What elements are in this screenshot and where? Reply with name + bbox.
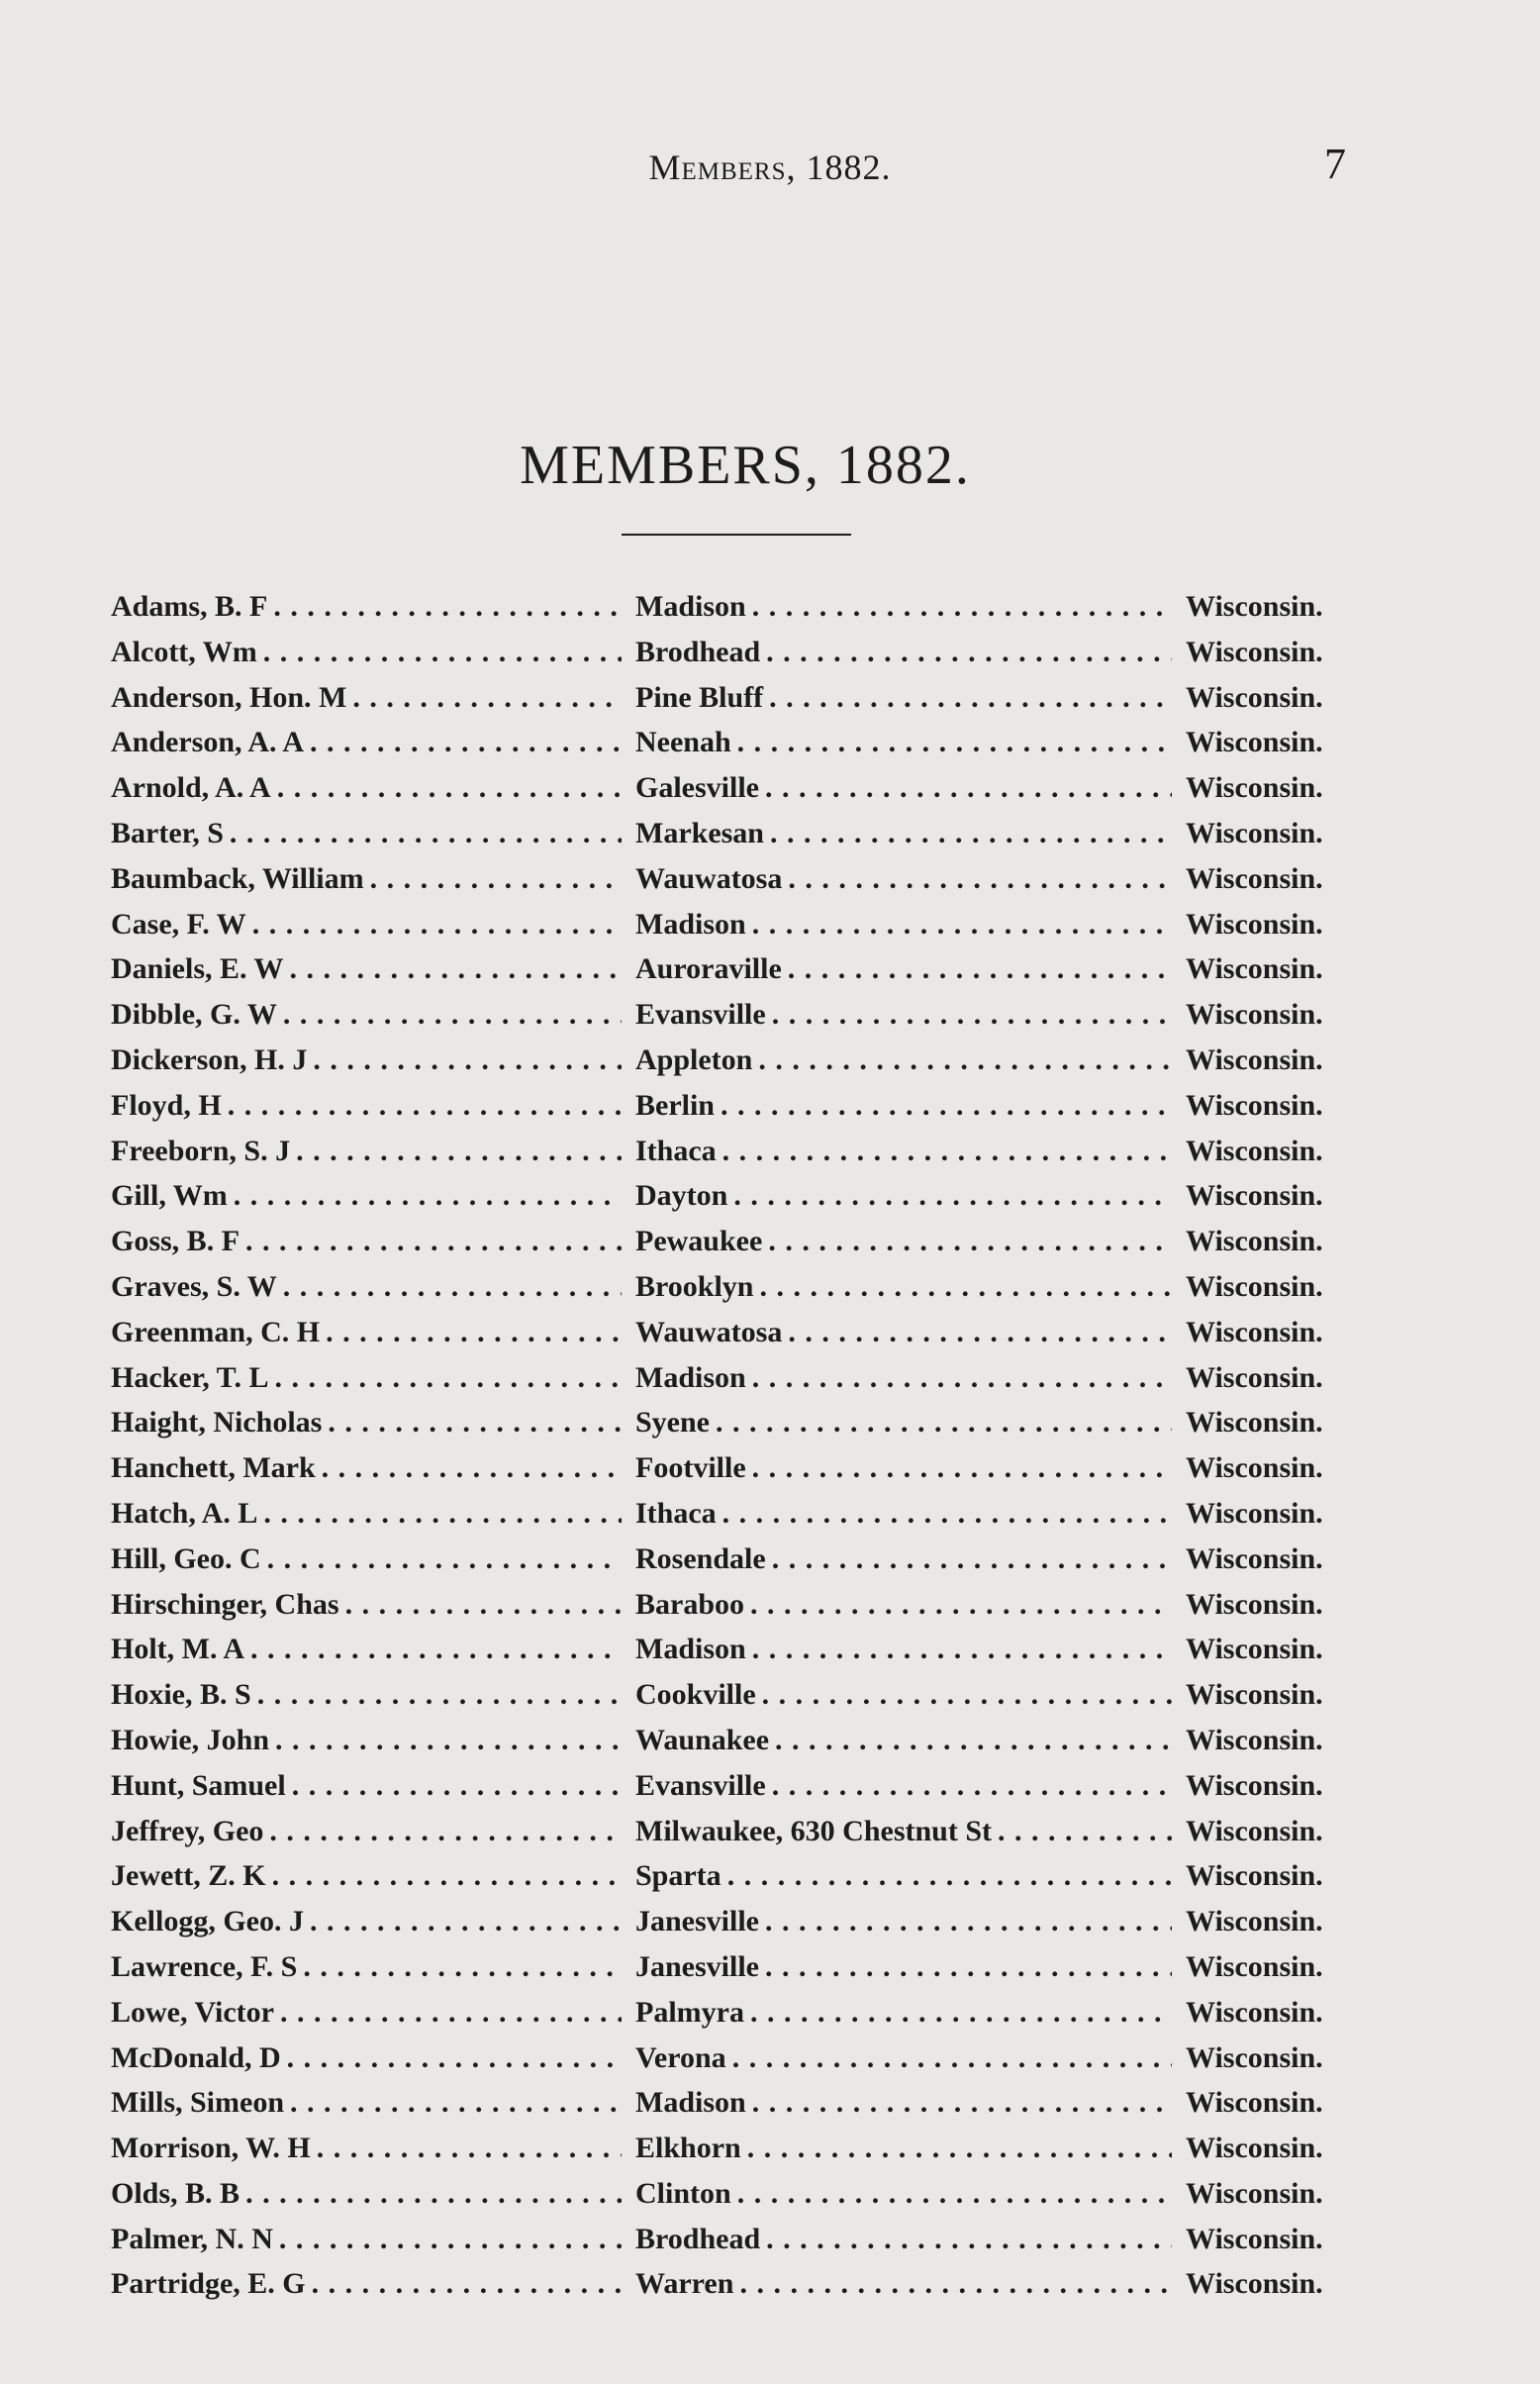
member-row	[111, 952, 1397, 998]
member-row	[111, 1270, 1397, 1316]
member-town: Wauwatosa . . .	[635, 1316, 1186, 1349]
member-name: Haight, Nicholas . . .	[111, 1406, 635, 1440]
member-state: Wisconsin.	[1186, 1451, 1323, 1485]
member-name: Hunt, Samuel . . .	[111, 1769, 635, 1803]
member-town: Wauwatosa . . .	[635, 862, 1186, 896]
member-town: Galesville . . .	[635, 771, 1186, 805]
member-name: Baumback, William . . .	[111, 862, 635, 896]
member-row	[111, 590, 1397, 636]
member-row	[111, 2041, 1397, 2087]
member-state: Wisconsin.	[1186, 1088, 1323, 1122]
member-state: Wisconsin.	[1186, 907, 1323, 941]
member-row	[111, 1451, 1397, 1497]
member-row	[111, 1724, 1397, 1769]
member-row	[111, 726, 1397, 771]
member-name: Morrison, W. H . . .	[111, 2132, 635, 2165]
member-town: Madison . . .	[635, 1361, 1186, 1395]
member-state: Wisconsin.	[1186, 861, 1323, 895]
member-state: Wisconsin.	[1186, 1633, 1323, 1666]
member-row	[111, 1588, 1397, 1634]
member-name: Anderson, A. A . . .	[111, 726, 635, 759]
member-row	[111, 2086, 1397, 2132]
member-town: Madison . . .	[635, 908, 1186, 942]
member-name: Adams, B. F . . .	[111, 590, 635, 624]
member-row	[111, 1542, 1397, 1588]
member-state: Wisconsin.	[1186, 1995, 1323, 2029]
title-rule	[622, 534, 851, 536]
member-name: Greenman, C. H . . .	[111, 1316, 635, 1349]
member-name: Lowe, Victor . . .	[111, 1996, 635, 2030]
running-head-title: Members, 1882.	[648, 148, 892, 187]
member-row	[111, 998, 1397, 1043]
member-row	[111, 1633, 1397, 1678]
member-town: Syene . . .	[635, 1406, 1186, 1440]
member-row	[111, 908, 1397, 953]
member-town: Brooklyn . . .	[635, 1270, 1186, 1304]
page-number: 7	[1324, 140, 1346, 188]
member-row	[111, 1950, 1397, 1996]
member-town: Elkhorn . . .	[635, 2132, 1186, 2165]
member-row	[111, 1996, 1397, 2041]
member-row	[111, 1497, 1397, 1542]
member-state: Wisconsin.	[1186, 2267, 1323, 2301]
member-town: Pewaukee . . .	[635, 1225, 1186, 1258]
member-name: Goss, B. F . . .	[111, 1225, 635, 1258]
member-town: Berlin . . .	[635, 1089, 1186, 1123]
member-name: Gill, Wm . . .	[111, 1179, 635, 1213]
member-name: Hacker, T. L . . .	[111, 1361, 635, 1395]
member-state: Wisconsin.	[1186, 1315, 1323, 1348]
member-town: Janesville . . .	[635, 1950, 1186, 1984]
member-town: Clinton . . .	[635, 2177, 1186, 2211]
member-name: Case, F. W . . .	[111, 908, 635, 942]
member-row	[111, 1678, 1397, 1724]
member-state: Wisconsin.	[1186, 998, 1323, 1032]
member-row	[111, 2223, 1397, 2268]
member-state: Wisconsin.	[1186, 952, 1323, 986]
member-state: Wisconsin.	[1186, 2222, 1323, 2255]
member-town: Dayton . . .	[635, 1179, 1186, 1213]
member-state: Wisconsin.	[1186, 1269, 1323, 1303]
member-name: Freeborn, S. J . . .	[111, 1135, 635, 1168]
member-name: Arnold, A. A . . .	[111, 771, 635, 805]
member-name: Holt, M. A . . .	[111, 1633, 635, 1666]
member-town: Baraboo . . .	[635, 1588, 1186, 1622]
member-state: Wisconsin.	[1186, 2176, 1323, 2210]
member-row	[111, 636, 1397, 681]
member-state: Wisconsin.	[1186, 816, 1323, 849]
member-name: Jewett, Z. K . . .	[111, 1859, 635, 1893]
member-state: Wisconsin.	[1186, 726, 1323, 759]
member-state: Wisconsin.	[1186, 2086, 1323, 2120]
member-row	[111, 1089, 1397, 1135]
member-state: Wisconsin.	[1186, 590, 1323, 623]
member-state: Wisconsin.	[1186, 1043, 1323, 1076]
member-town: Janesville . . .	[635, 1905, 1186, 1938]
member-row	[111, 1361, 1397, 1407]
member-state: Wisconsin.	[1186, 1905, 1323, 1938]
member-row	[111, 862, 1397, 908]
member-name: Dibble, G. W . . .	[111, 998, 635, 1032]
member-town: Pine Bluff . . .	[635, 681, 1186, 715]
page-title: MEMBERS, 1882.	[520, 435, 971, 496]
member-town: Brodhead . . .	[635, 636, 1186, 669]
member-name: Hirschinger, Chas . . .	[111, 1588, 635, 1622]
member-state: Wisconsin.	[1186, 680, 1323, 714]
member-town: Cookville . . .	[635, 1678, 1186, 1712]
member-row	[111, 1225, 1397, 1270]
member-town: Verona . . .	[635, 2041, 1186, 2075]
member-row	[111, 1043, 1397, 1089]
member-name: Anderson, Hon. M . . .	[111, 681, 635, 715]
member-state: Wisconsin.	[1186, 1587, 1323, 1621]
member-row	[111, 1905, 1397, 1950]
member-row	[111, 1179, 1397, 1225]
member-name: Hanchett, Mark . . .	[111, 1451, 635, 1485]
member-town: Evansville . . .	[635, 998, 1186, 1032]
member-state: Wisconsin.	[1186, 1496, 1323, 1530]
member-state: Wisconsin.	[1186, 1134, 1323, 1167]
member-row	[111, 1859, 1397, 1905]
member-row	[111, 681, 1397, 727]
member-state: Wisconsin.	[1186, 1360, 1323, 1394]
member-name: Alcott, Wm . . .	[111, 636, 635, 669]
member-row	[111, 2267, 1397, 2313]
member-state: Wisconsin.	[1186, 1678, 1323, 1712]
member-state: Wisconsin.	[1186, 1225, 1323, 1258]
member-town: Madison . . .	[635, 590, 1186, 624]
member-row	[111, 1316, 1397, 1361]
member-state: Wisconsin.	[1186, 1768, 1323, 1802]
member-name: Olds, B. B . . .	[111, 2177, 635, 2211]
member-name: Howie, John . . .	[111, 1724, 635, 1757]
member-town: Appleton . . .	[635, 1043, 1186, 1077]
member-name: Hatch, A. L . . .	[111, 1497, 635, 1531]
member-name: Partridge, E. G . . .	[111, 2267, 635, 2301]
member-state: Wisconsin.	[1186, 1949, 1323, 1983]
member-town: Palmyra . . .	[635, 1996, 1186, 2030]
member-state: Wisconsin.	[1186, 1541, 1323, 1575]
member-town: Footville . . .	[635, 1451, 1186, 1485]
member-town: Brodhead . . .	[635, 2223, 1186, 2256]
member-row	[111, 817, 1397, 862]
member-town: Waunakee . . .	[635, 1724, 1186, 1757]
member-town: Auroraville . . .	[635, 952, 1186, 986]
member-state: Wisconsin.	[1186, 2132, 1323, 2165]
member-state: Wisconsin.	[1186, 635, 1323, 668]
member-town: Ithaca . . .	[635, 1497, 1186, 1531]
member-name: Kellogg, Geo. J . . .	[111, 1905, 635, 1938]
member-row	[111, 2132, 1397, 2177]
member-row	[111, 1815, 1397, 1860]
member-town: Markesan . . .	[635, 817, 1186, 850]
member-town: Madison . . .	[635, 2086, 1186, 2120]
member-state: Wisconsin.	[1186, 771, 1323, 805]
member-state: Wisconsin.	[1186, 1179, 1323, 1213]
member-state: Wisconsin.	[1186, 1814, 1323, 1847]
member-town: Sparta . . .	[635, 1859, 1186, 1893]
member-town: Madison . . .	[635, 1633, 1186, 1666]
member-town: Neenah . . .	[635, 726, 1186, 759]
member-town: Warren . . .	[635, 2267, 1186, 2301]
member-name: McDonald, D . . .	[111, 2041, 635, 2075]
member-row	[111, 1406, 1397, 1451]
member-name: Hill, Geo. C . . .	[111, 1542, 635, 1576]
member-row	[111, 1769, 1397, 1815]
member-name: Mills, Simeon . . .	[111, 2086, 635, 2120]
members-list	[111, 590, 1397, 2313]
member-name: Floyd, H . . .	[111, 1089, 635, 1123]
running-head	[0, 147, 1540, 188]
member-town: Ithaca . . .	[635, 1135, 1186, 1168]
member-name: Lawrence, F. S . . .	[111, 1950, 635, 1984]
member-state: Wisconsin.	[1186, 2040, 1323, 2074]
member-row	[111, 1135, 1397, 1180]
member-name: Barter, S . . .	[111, 817, 635, 850]
member-state: Wisconsin.	[1186, 1859, 1323, 1893]
member-state: Wisconsin.	[1186, 1723, 1323, 1756]
member-name: Dickerson, H. J . . .	[111, 1043, 635, 1077]
member-town: Rosendale . . .	[635, 1542, 1186, 1576]
member-name: Hoxie, B. S . . .	[111, 1678, 635, 1712]
member-state: Wisconsin.	[1186, 1406, 1323, 1440]
member-row	[111, 2177, 1397, 2223]
member-town: Milwaukee, 630 Chestnut St . . .	[635, 1815, 1186, 1848]
member-row	[111, 771, 1397, 817]
member-name: Graves, S. W . . .	[111, 1270, 635, 1304]
member-name: Palmer, N. N . . .	[111, 2223, 635, 2256]
member-town: Evansville . . .	[635, 1769, 1186, 1803]
member-name: Jeffrey, Geo . . .	[111, 1815, 635, 1848]
member-name: Daniels, E. W . . .	[111, 952, 635, 986]
